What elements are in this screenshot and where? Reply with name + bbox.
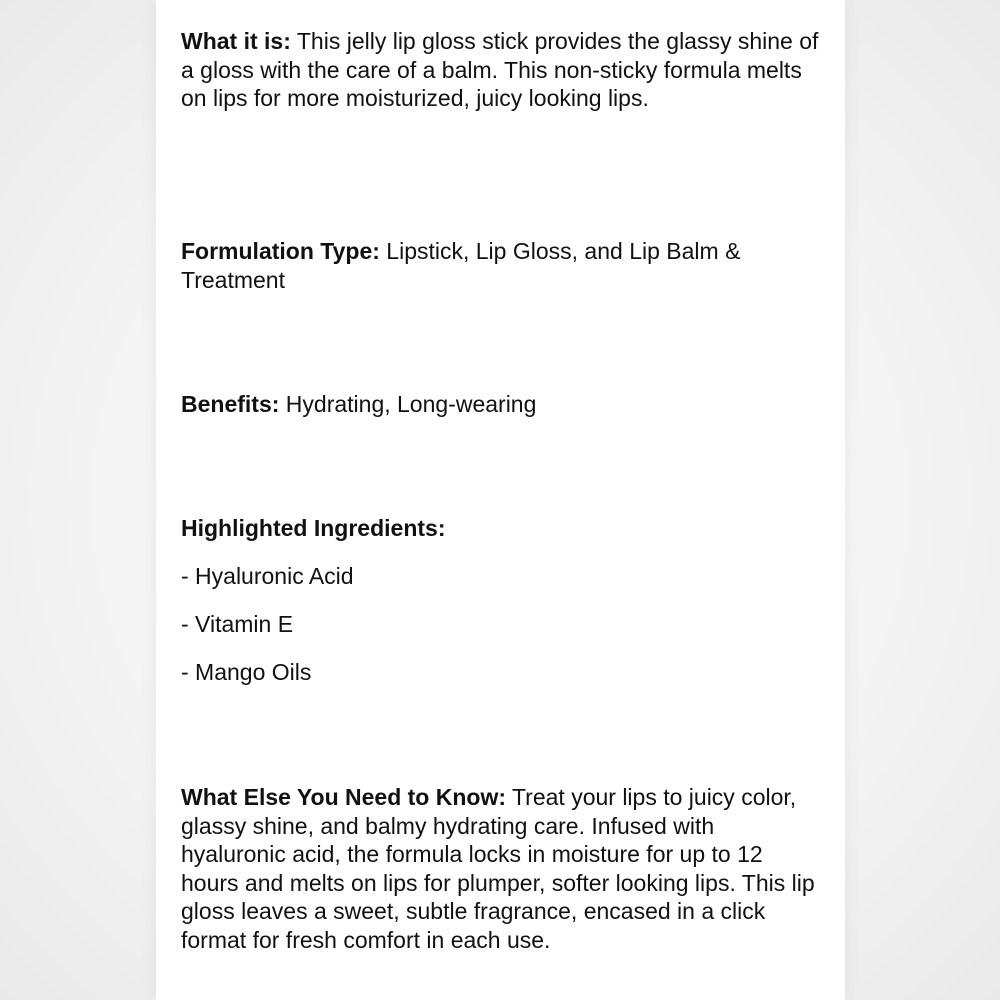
benefits-section — [181, 390, 821, 419]
what-it-is-text: This jelly lip gloss stick provides the glassy shine of a gloss with the care of a balm. This non-sticky formula melts on lips for more moisturized, juicy looking lips. — [181, 28, 819, 112]
formulation-label: Formulation Type: — [181, 238, 380, 264]
what-it-is-section — [181, 27, 821, 113]
what-else-text: Treat your lips to juicy color, glassy shine, and balmy hydrating care. Infused with hyaluronic acid, the formula locks in moisture for up to 12 hours and melts on lips for plumper, softer looking lips. This lip gloss leaves a sweet, subtle fragrance, encased in a click format for fresh comfort in each use. — [181, 784, 815, 953]
what-else-label: What Else You Need to Know: — [181, 784, 506, 810]
formulation-section — [181, 237, 821, 294]
ingredient-item: - Hyaluronic Acid — [181, 563, 354, 589]
ingredients-heading-text: Highlighted Ingredients: — [181, 515, 446, 541]
ingredient-item: - Mango Oils — [181, 659, 312, 685]
formulation-text: Lipstick, Lip Gloss, and Lip Balm & Treatment — [181, 238, 741, 293]
ingredient-item: - Vitamin E — [181, 611, 294, 637]
benefits-text: Hydrating, Long-wearing — [279, 391, 537, 417]
what-else-section — [181, 783, 821, 955]
ingredients-heading — [181, 514, 821, 543]
benefits-label: Benefits: — [181, 391, 280, 417]
product-description-card — [156, 0, 845, 1000]
what-it-is-label: What it is: — [181, 28, 291, 54]
